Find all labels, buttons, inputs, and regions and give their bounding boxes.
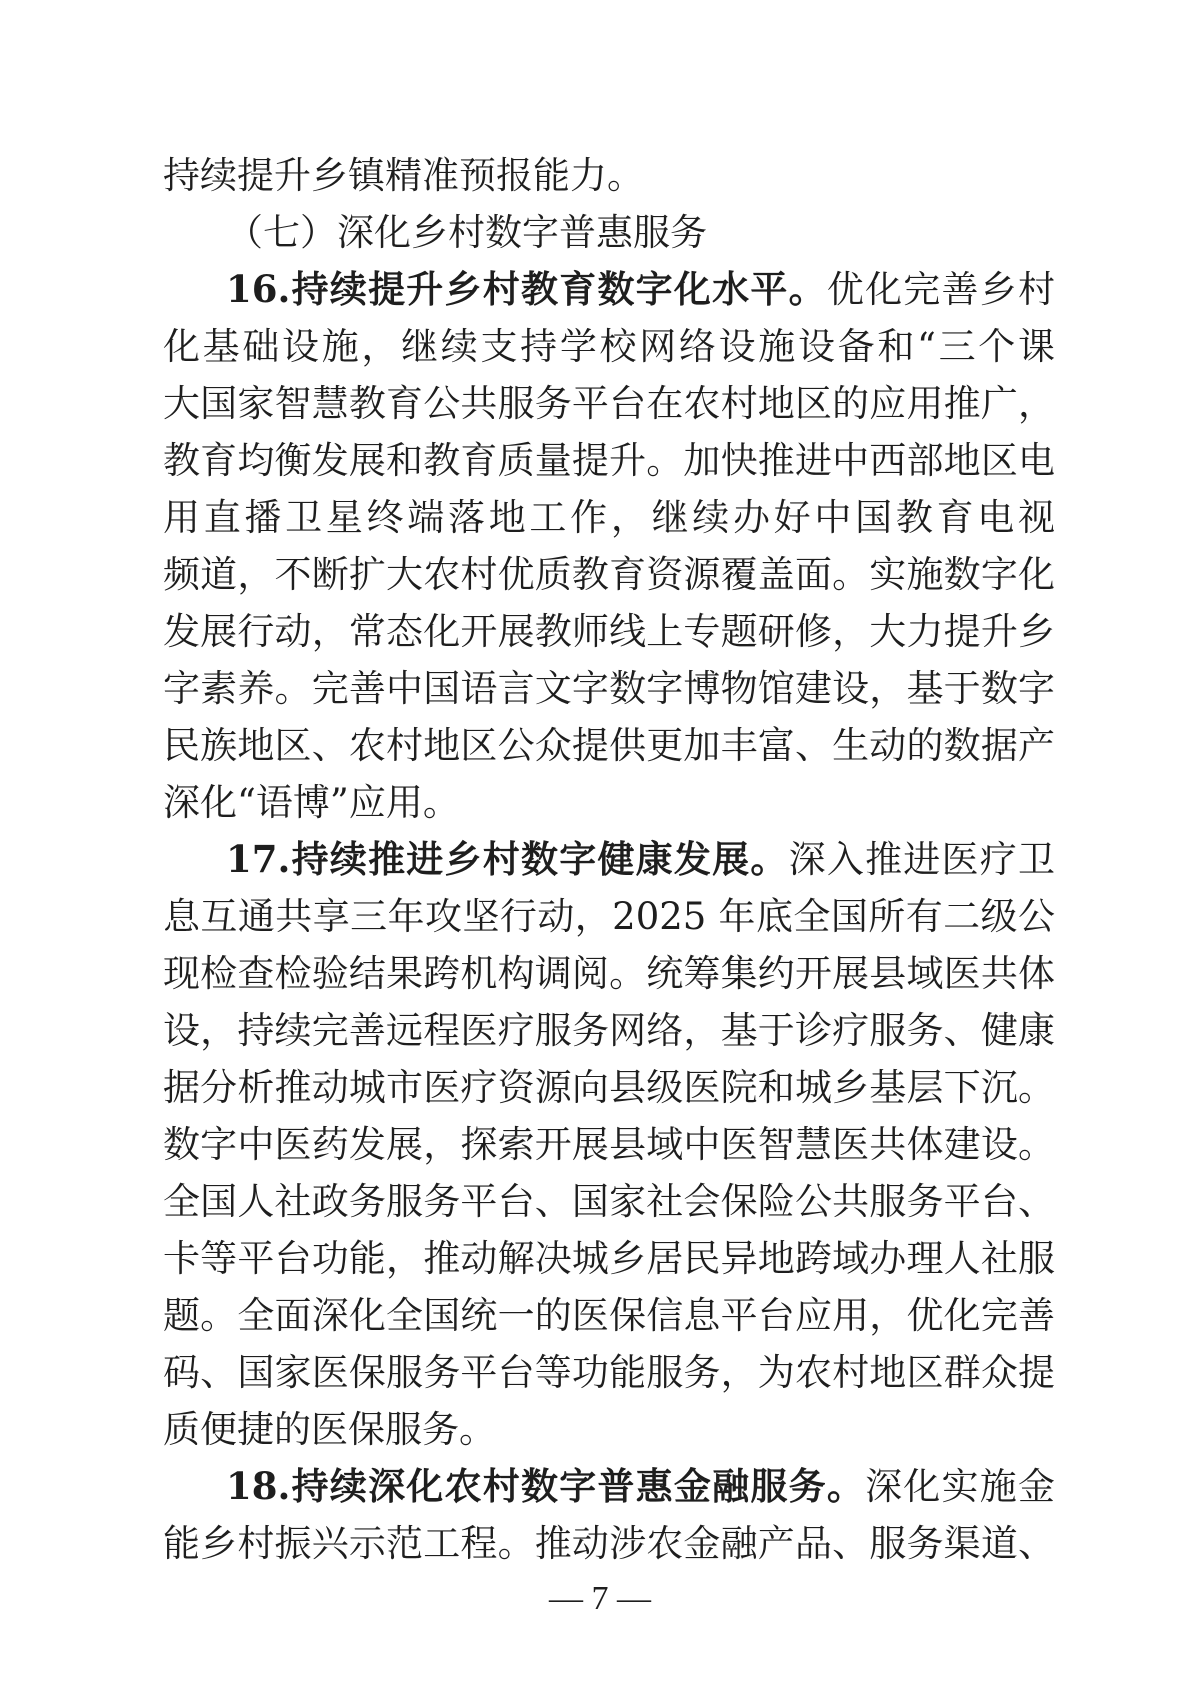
text-line <box>163 1230 1055 1287</box>
line-text: 深入推进医疗卫 <box>788 838 1055 881</box>
line-text: 深化“语博”应用。 <box>163 781 460 824</box>
text-line <box>163 147 1055 204</box>
page-number: — 7 — <box>549 1580 651 1617</box>
text-line <box>163 375 1055 432</box>
item-title: 18.持续深化农村数字普惠金融服务。 <box>226 1464 866 1508</box>
line-text: 化基础设施，继续支持学校网络设施设备和“三个课 <box>163 325 1055 368</box>
line-text: 教育均衡发展和教育质量提升。加快推进中西部地区电 <box>163 439 1055 482</box>
line-text: 大国家智慧教育公共服务平台在农村地区的应用推广， <box>163 382 1055 425</box>
text-line <box>163 1059 1055 1116</box>
text-line <box>163 717 1055 774</box>
line-text: 优化完善乡村 <box>826 268 1055 311</box>
line-text: 息互通共享三年攻坚行动，2025 年底全国所有二级公 <box>163 895 1055 938</box>
text-line <box>163 945 1055 1002</box>
line-text: 卡等平台功能，推动解决城乡居民异地跨域办理人社服 <box>163 1237 1055 1280</box>
text-line <box>163 1401 1055 1458</box>
line-text: 能乡村振兴示范工程。推动涉农金融产品、服务渠道、 <box>163 1522 1055 1565</box>
line-text: 用直播卫星终端落地工作，继续办好中国教育电视 <box>163 496 1055 539</box>
line-text: 现检查检验结果跨机构调阅。统筹集约开展县域医共体 <box>163 952 1055 995</box>
text-line <box>163 1173 1055 1230</box>
line-text: 发展行动，常态化开展教师线上专题研修，大力提升乡 <box>163 610 1055 653</box>
line-text: 据分析推动城市医疗资源向县级医院和城乡基层下沉。 <box>163 1066 1055 1109</box>
line-text: 民族地区、农村地区公众提供更加丰富、生动的数据产 <box>163 724 1055 767</box>
line-text: 字素养。完善中国语言文字数字博物馆建设，基于数字 <box>163 667 1055 710</box>
line-text: 持续提升乡镇精准预报能力。 <box>163 154 644 197</box>
text-line <box>163 1002 1055 1059</box>
text-line <box>163 603 1055 660</box>
section-heading-line <box>226 1458 1055 1515</box>
line-text: 题。全面深化全国统一的医保信息平台应用，优化完善 <box>163 1294 1055 1337</box>
text-line <box>163 1515 1055 1572</box>
line-text: 数字中医药发展，探索开展县域中医智慧医共体建设。 <box>163 1123 1055 1166</box>
line-text: 码、国家医保服务平台等功能服务，为农村地区群众提 <box>163 1351 1055 1394</box>
section-heading-line <box>226 261 1055 318</box>
subsection-title <box>226 204 1055 261</box>
line-text: 全国人社政务服务平台、国家社会保险公共服务平台、 <box>163 1180 1055 1223</box>
line-text: 频道，不断扩大农村优质教育资源覆盖面。实施数字化 <box>163 553 1055 596</box>
line-text: 设，持续完善远程医疗服务网络，基于诊疗服务、健康 <box>163 1009 1055 1052</box>
text-line <box>163 318 1055 375</box>
text-line <box>163 774 1055 831</box>
text-line <box>163 546 1055 603</box>
line-text: （七）深化乡村数字普惠服务 <box>226 211 707 254</box>
text-line <box>163 888 1055 945</box>
text-line <box>163 1344 1055 1401</box>
text-line <box>163 1287 1055 1344</box>
line-text: 深化实施金 <box>865 1465 1055 1508</box>
text-line <box>163 432 1055 489</box>
section-heading-line <box>226 831 1055 888</box>
line-text: 质便捷的医保服务。 <box>163 1408 496 1451</box>
item-title: 16.持续提升乡村教育数字化水平。 <box>226 267 827 311</box>
item-title: 17.持续推进乡村数字健康发展。 <box>226 837 789 881</box>
text-line <box>163 489 1055 546</box>
text-line <box>163 1116 1055 1173</box>
text-line <box>163 660 1055 717</box>
